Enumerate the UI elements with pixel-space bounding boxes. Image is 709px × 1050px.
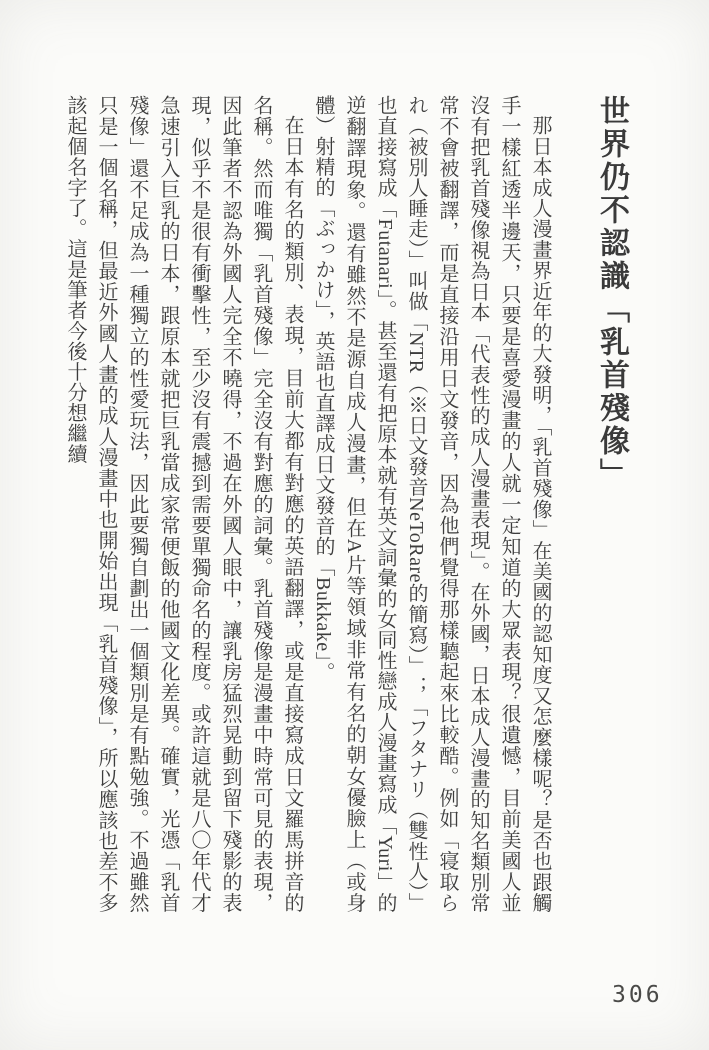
body-paragraph: 在日本有名的類別、表現，目前大都有對應的英語翻譯，或是直接寫成日文羅馬拼音的名稱。然而唯獨「乳首殘像」完全沒有對應的詞彙。乳首殘像是漫畫中時常可見的表現，因此筆者不認為外國人完全不曉得，不過在外國人眼中，讓乳房猛烈晃動到留下殘影的表現，似乎不是很有衝擊性，至少沒有震撼到需要單獨命名的程度。或許這就是八〇年代才急速引入巨乳的日本，跟原本就把巨乳當成家常便飯的他國文化差異。確實，光憑「乳首殘像」還不足成為一種獨立的性愛玩法，因此要獨自劃出一個類別是有點勉強。不過雖然只是一個名稱，但最近外國人畫的成人漫畫中也開始出現「乳首殘像」，所以應該也差不多該起個名字了。這是筆者今後十分想繼續 bbox=[64, 95, 303, 913]
body-paragraph: 那日本成人漫畫界近年的大發明，「乳首殘像」在美國的認知度又怎麼樣呢？是否也跟觸手一樣紅透半邊天，只要是喜愛漫畫的人就一定知道的大眾表現？很遺憾，目前美國人並沒有把乳首殘像視為日本「代表性的成人漫畫表現」。在外國，日本成人漫畫的知名類別常常不會被翻譯，而是直接沿用日文發音，因為他們覺得那樣聽起來比較酷。例如「寝取られ（被別人睡走）」叫做「NTR（※日文發音NeToRare的簡寫）」；「フタナリ（雙性人）」也直接寫成「Futanari」。甚至還有把原本就有英文詞彙的女同性戀成人漫畫寫成「Yuri」的逆翻譯現象。還有雖然不是源自成人漫畫，但在A片等領域非常有名的朝女優臉上（或身體）射精的「ぶっかけ」，英語也直譯成日文發音的「Bukkake」。 bbox=[312, 95, 551, 913]
page-number: 306 bbox=[612, 982, 663, 1008]
chapter-title: 世界仍不認識「乳首殘像」 bbox=[595, 95, 628, 491]
vertical-text-area bbox=[59, 95, 633, 913]
